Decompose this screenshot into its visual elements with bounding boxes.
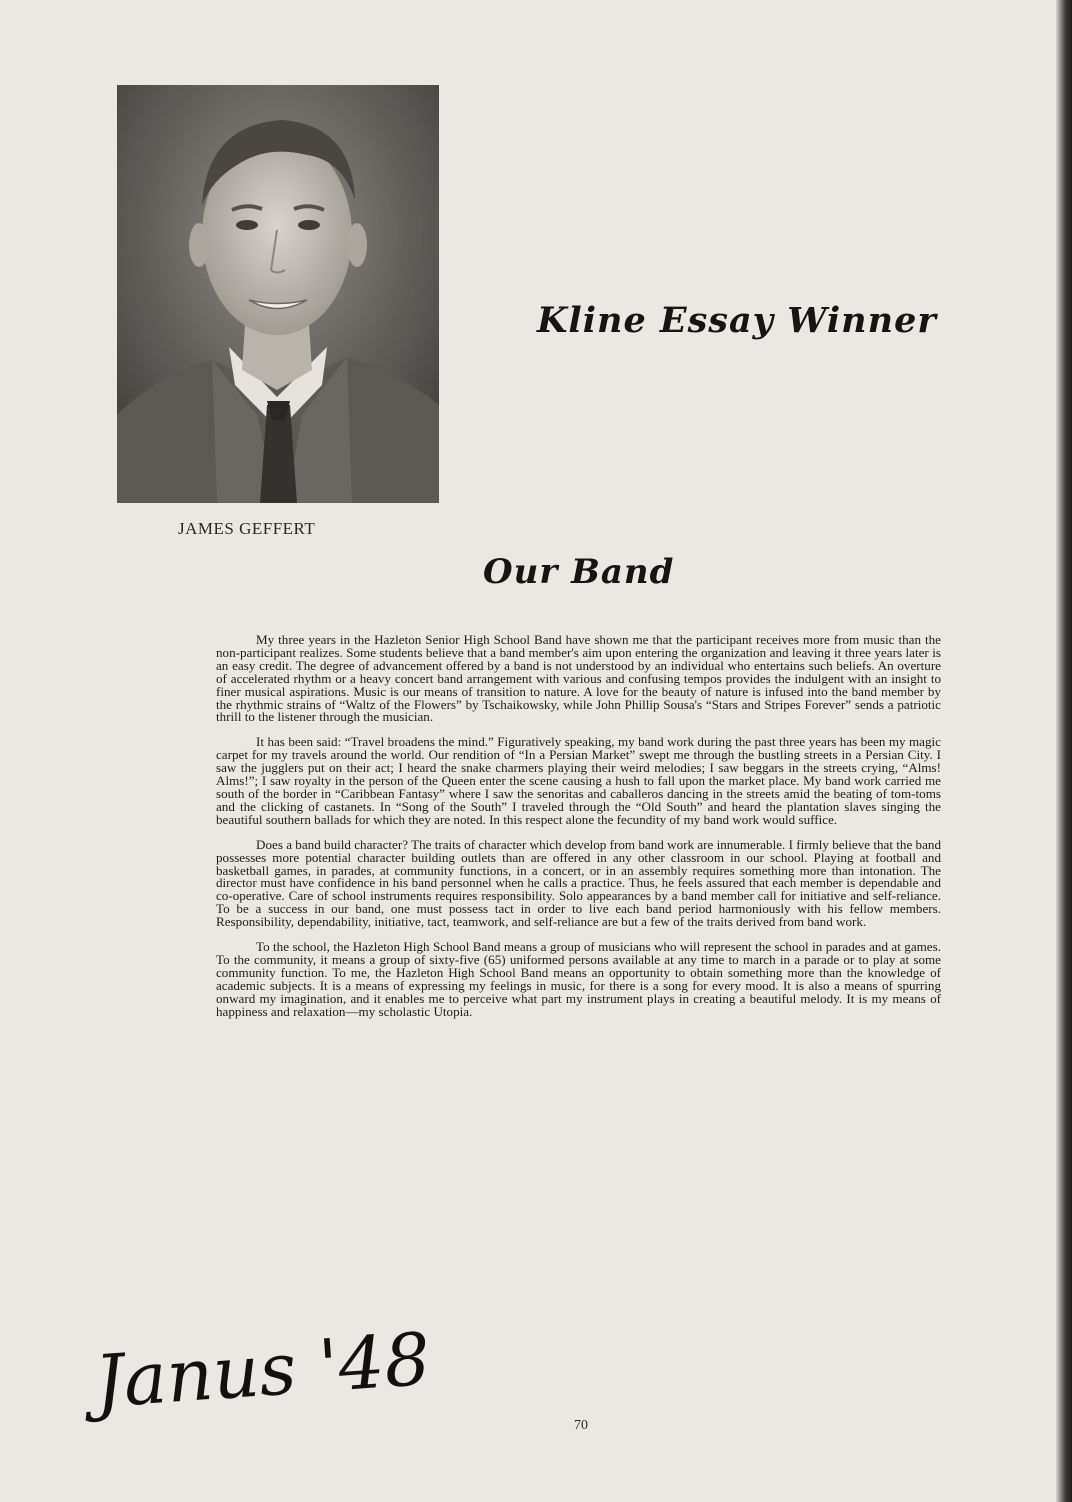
essay-paragraph: It has been said: “Travel broadens the mind.” Figuratively speaking, my band work during the past three years has been my magic carpet for my travels around the world. Our rendition of “In a Persian Market” swept me through the bustling streets in a Persian City. I saw the jugglers put on their act; I heard the snake charmers playing their weird melodies; I saw beggars in the streets crying, “Alms! Alms!”; I saw royalty in the person of the Queen enter the scene causing a hush to fall upon the market place. My band work carried me south of the border in “Caribbean Fantasy” where I saw the senoritas and caballeros dancing in the streets amid the beating of tom-toms and the clicking of castanets. In “Song of the South” I traveled through the “Old South” and heard the plantation slaves singing the beautiful southern ballads for which they are noted. In this respect alone the fecundity of my band work would suffice.	[216, 734, 941, 827]
essay-paragraph: Does a band build character? The traits of character which develop from band work are innumerable. I firmly believe that the band possesses more potential character building outlets than are offered in any other classroom in our school. Playing at football and basketball games, in parades, at community functions, in a concert, or in an assembly requires something more than intonation. The director must have confidence in his band personnel when he calls a practice. Thus, he feels assured that each member is dependable and co-operative. Care of school instruments requires responsibility. Solo appearances by a band member call for initiative and self-reliance. To be a success in our band, one must possess tact in order to live each band period harmoniously with his fellow members. Responsibility, dependability, initiative, tact, teamwork, and self-reliance are but a few of the traits derived from band work.	[216, 836, 941, 930]
yearbook-signature: Janus '48	[92, 1316, 433, 1424]
essay-body	[216, 634, 941, 1030]
award-heading: Kline Essay Winner	[537, 300, 937, 341]
essay-paragraph: My three years in the Hazleton Senior High School Band have shown me that the participant receives more from music than the non-participant realizes. Some students believe that a band member's aim upon entering the organization and leaving it three years later is an easy credit. The degree of advancement offered by a band is not understood by an individual who entertains such beliefs. An overture of accelerated rhythm or a heavy concert band arrangement with various and confusing tempos provides the indulgent with an insight to finer musical aspirations. Music is our means of transition to nature. A love for the beauty of nature is infused into the band member by the rhythmic strains of “Waltz of the Flowers” by Tschaikowsky, while John Phillip Sousa's “Stars and Stripes Forever” sends a patriotic thrill to the listener through the musician.	[216, 632, 941, 725]
essay-title: Our Band	[483, 552, 675, 592]
page-binding-edge	[1056, 0, 1072, 1502]
portrait-photo	[117, 85, 439, 503]
essay-paragraph: To the school, the Hazleton High School Band means a group of musicians who will represent the school in parades and at games. To the community, it means a group of sixty-five (65) uniformed persons available at any time to march in a parade or to play at some community function. To me, the Hazleton High School Band means an opportunity to obtain something more than the knowledge of academic subjects. It is a means of expressing my feelings in music, for there is a song for every mood. It is also a means of spurring onward my imagination, and it enables me to perceive what part my instrument plays in creating a beautiful melody. It is my means of happiness and relaxation—my scholastic Utopia.	[216, 939, 941, 1019]
page-number: 70	[574, 1418, 588, 1433]
portrait-caption: JAMES GEFFERT	[178, 519, 316, 538]
